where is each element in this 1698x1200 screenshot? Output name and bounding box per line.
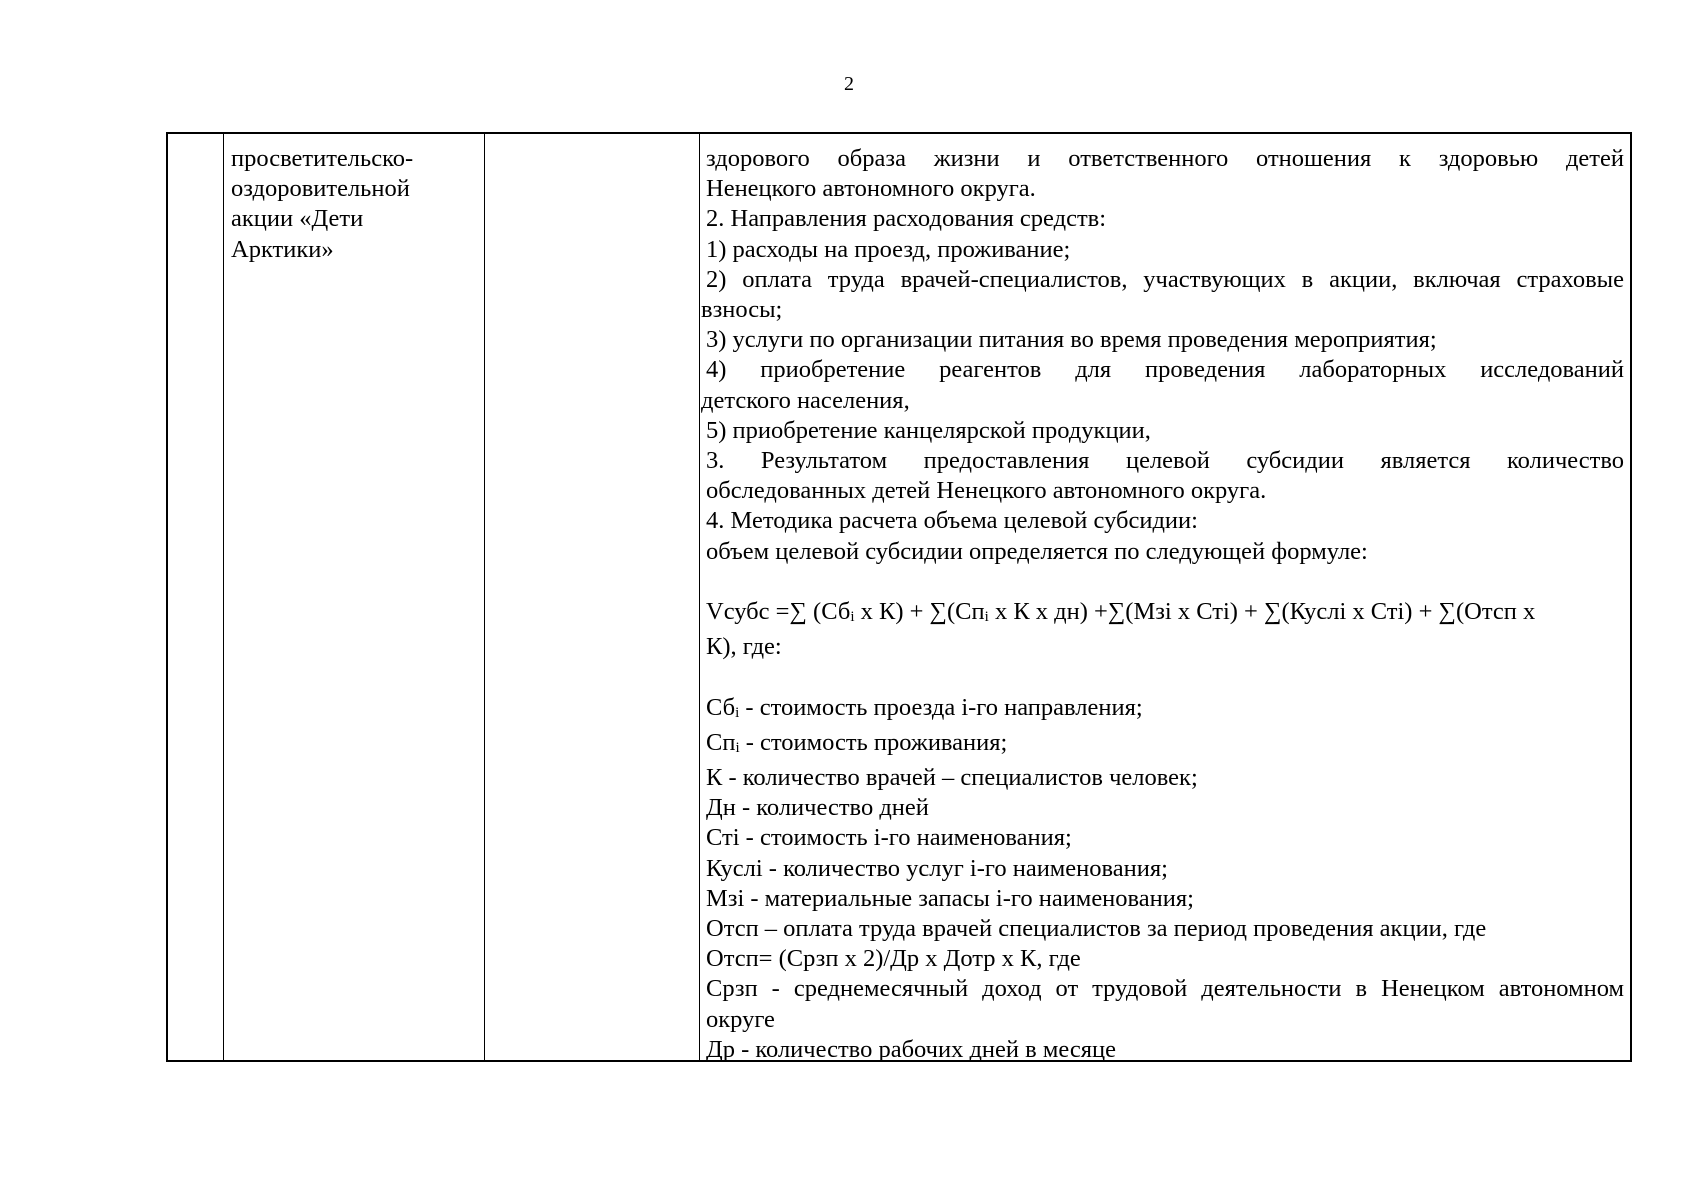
formula-part: x К) + ∑(Сп xyxy=(854,598,985,626)
definition-st: Стi - стоимость i-го наименования; xyxy=(706,824,1072,852)
definition-otsp-formula: Отсп= (Срзп x 2)/Др x Дотр x К, где xyxy=(706,945,1081,973)
formula-intro: объем целевой субсидии определяется по следующей формуле: xyxy=(706,537,1368,565)
formula-part: x К x дн) +∑(Мзi x Стi) + ∑(Куслi x Стi) + ∑(Отсп x xyxy=(988,598,1536,626)
table-cell-description xyxy=(700,134,1630,1063)
definition-otsp: Отсп – оплата труда врачей специалистов за период проведения акции, где xyxy=(706,915,1487,943)
section-2-title: 2. Направления расходования средств: xyxy=(706,205,1107,233)
definition-srzp: Срзп - среднемесячный доход от трудовой деятельности в Ненецком автономном xyxy=(706,975,1624,1003)
list-item-4-continuation: детского населения, xyxy=(701,386,910,414)
table-cell-event-name xyxy=(224,134,485,1060)
event-name-line: акции «Дети xyxy=(231,205,364,233)
list-item-2: 2) оплата труда врачей-специалистов, участвующих в акции, включая страховые xyxy=(706,265,1624,293)
formula-part: Vсубс =∑ (Сб xyxy=(706,598,851,626)
page-number: 2 xyxy=(844,73,854,95)
definition-mz: Мзi - материальные запасы i-го наименования; xyxy=(706,884,1194,912)
table-cell-number xyxy=(168,134,224,1060)
spacer xyxy=(706,567,1624,597)
spacer xyxy=(706,662,1624,692)
table-cell-empty xyxy=(485,134,700,1060)
list-item-4: 4) приобретение реагентов для проведения лабораторных исследований xyxy=(706,356,1624,384)
definition-subscript: i xyxy=(735,704,740,721)
event-name-line: просветительско- xyxy=(231,145,414,172)
event-name-line: Арктики» xyxy=(231,235,334,263)
intro-text: здорового образа жизни и ответственного отношения к здоровью детей xyxy=(706,145,1624,172)
formula xyxy=(706,597,1624,632)
definition-sb xyxy=(706,693,1624,728)
list-item-5: 5) приобретение канцелярской продукции, xyxy=(706,416,1151,444)
formula-subscript: i xyxy=(984,609,989,626)
definition-dn: Дн - количество дней xyxy=(706,794,929,822)
definition-k: К - количество врачей – специалистов человек; xyxy=(706,764,1198,792)
section-3-text: обследованных детей Ненецкого автономного округа. xyxy=(706,477,1267,505)
document-table xyxy=(166,132,1632,1062)
definition-srzp-continuation: округе xyxy=(706,1005,775,1033)
definition-kusl: Куслi - количество услуг i-го наименования; xyxy=(706,854,1168,882)
list-item-3: 3) услуги по организации питания во время проведения мероприятия; xyxy=(706,326,1437,354)
definition-sp xyxy=(706,728,1624,763)
formula-subscript: i xyxy=(850,609,855,626)
formula-continuation: К), где: xyxy=(706,633,782,661)
event-name-line: оздоровительной xyxy=(231,175,410,203)
intro-text: Ненецкого автономного округа. xyxy=(706,175,1036,203)
section-4-title: 4. Методика расчета объема целевой субсидии: xyxy=(706,507,1198,535)
list-item-2-continuation: взносы; xyxy=(701,296,783,324)
list-item-1: 1) расходы на проезд, проживание; xyxy=(706,235,1071,263)
definition-symbol: Сб xyxy=(706,693,736,721)
definition-dr: Др - количество рабочих дней в месяце xyxy=(706,1035,1116,1063)
definition-text: - стоимость проезда i-го направления; xyxy=(739,693,1143,721)
definition-symbol: Сп xyxy=(706,728,736,756)
section-3-text: 3. Результатом предоставления целевой субсидии является количество xyxy=(706,447,1624,475)
definition-text: - стоимость проживания; xyxy=(739,728,1008,756)
definition-subscript: i xyxy=(735,739,740,756)
